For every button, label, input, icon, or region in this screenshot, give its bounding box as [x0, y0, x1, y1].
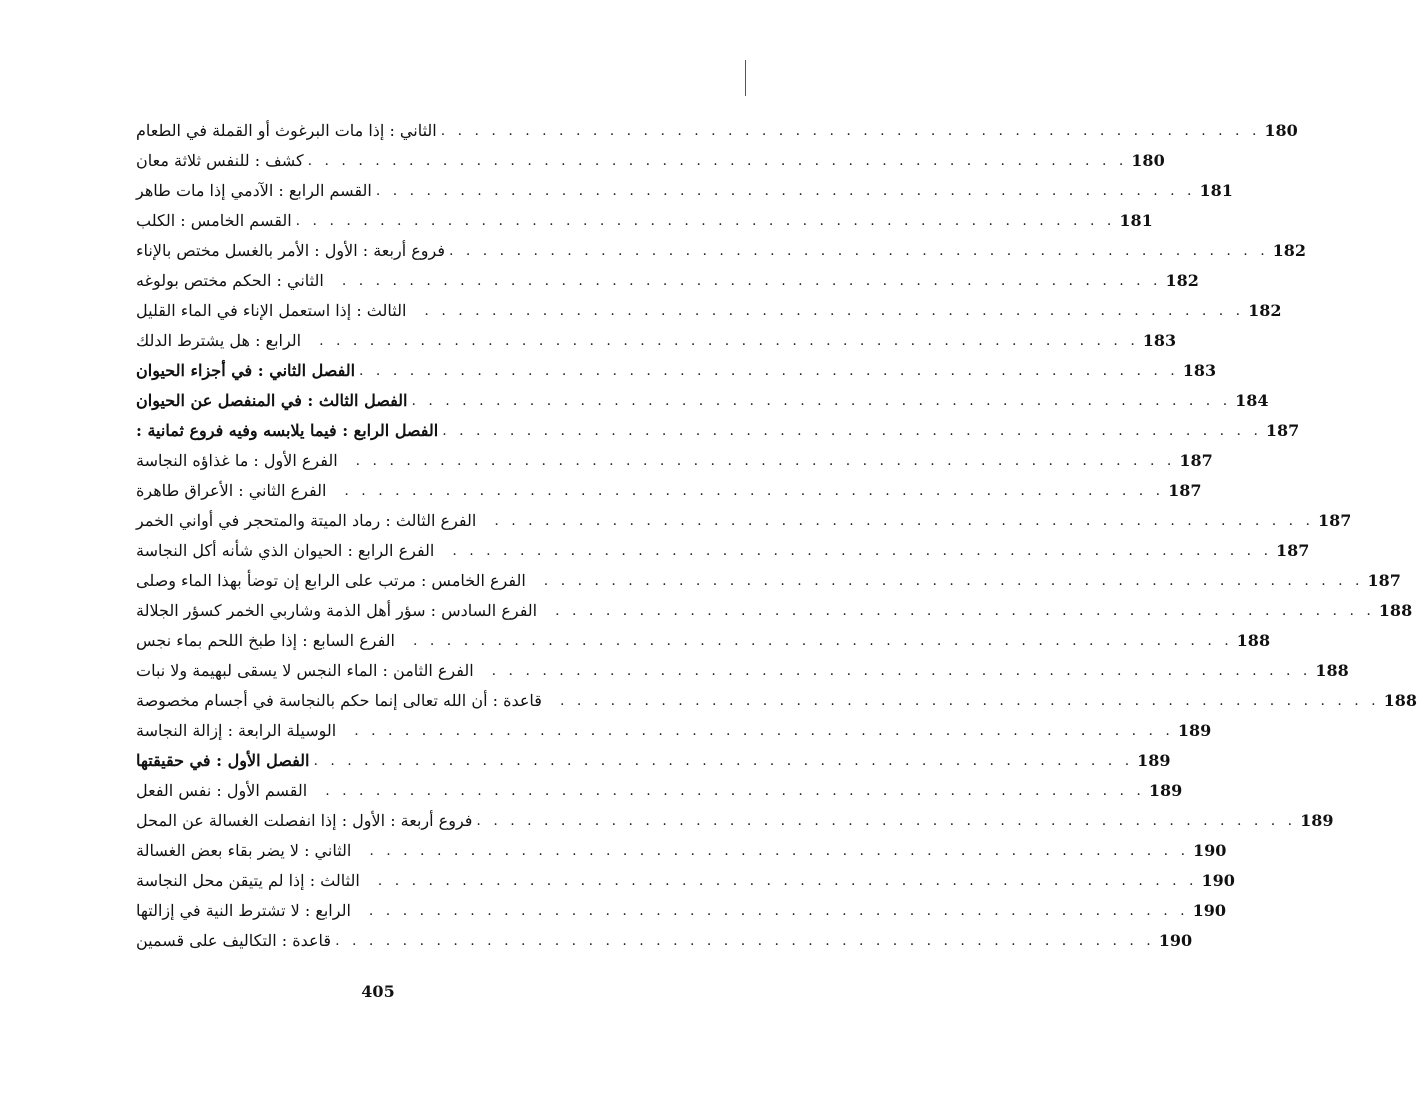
- toc-entry-page: 187: [1276, 541, 1310, 560]
- dot-leader: . . . . . . . . . . . . . . . . . . . . . . . . . . . . . . . . . . . . . . . . . . . . . . . . .: [543, 573, 1364, 589]
- dot-leader: . . . . . . . . . . . . . . . . . . . . . . . . . . . . . . . . . . . . . . . . . . . . . . . . .: [491, 663, 1312, 679]
- toc-entry: [130, 746, 1171, 776]
- toc-entry-page: 190: [1158, 931, 1193, 950]
- toc-entry: [130, 896, 1226, 926]
- toc-entry: [130, 206, 1153, 236]
- toc-entry: [130, 806, 1334, 836]
- toc-entry-title: الفرع السادس : سؤر أهل الذمة وشاربي الخمر كسؤر الجلالة: [136, 601, 538, 620]
- toc-entry-page: 190: [1192, 901, 1226, 920]
- dot-leader: . . . . . . . . . . . . . . . . . . . . . . . . . . . . . . . . . . . . . . . . . . . . . . . . .: [555, 603, 1375, 619]
- toc-entry: [130, 476, 1202, 506]
- toc-entry-title: الفصل الأول : في حقيقتها: [136, 751, 310, 770]
- toc-entry-page: 183: [1142, 331, 1177, 350]
- toc-entry-title: الفرع الثامن : الماء النجس لا يسقى لبهيمة ولا نبات: [136, 661, 474, 680]
- dot-leader: . . . . . . . . . . . . . . . . . . . . . . . . . . . . . . . . . . . . . . . . . . . . . . . . .: [440, 123, 1261, 139]
- toc-entry: [130, 506, 1352, 536]
- dot-leader: . . . . . . . . . . . . . . . . . . . . . . . . . . . . . . . . . . . . . . . . . . . . . . . . .: [411, 393, 1232, 409]
- toc-entry-title: الثاني : إذا مات البرغوث أو القملة في الطعام: [136, 121, 437, 140]
- dot-leader: . . . . . . . . . . . . . . . . . . . . . . . . . . . . . . . . . . . . . . . . . . . . . . . . .: [442, 423, 1262, 439]
- dot-leader: . . . . . . . . . . . . . . . . . . . . . . . . . . . . . . . . . . . . . . . . . . . . . . . . .: [377, 873, 1198, 889]
- toc-entry-page: 188: [1383, 691, 1417, 710]
- dot-leader: . . . . . . . . . . . . . . . . . . . . . . . . . . . . . . . . . . . . . . . . . . . . . . . . .: [476, 813, 1297, 829]
- toc-entry-page: 188: [1378, 601, 1413, 620]
- toc-entry: [130, 656, 1349, 686]
- dot-leader: . . . . . . . . . . . . . . . . . . . . . . . . . . . . . . . . . . . . . . . . . . . . . . . . .: [355, 453, 1176, 469]
- toc-entry-page: 182: [1165, 271, 1199, 290]
- page-edge-mark: [745, 60, 746, 96]
- toc-entry: [130, 716, 1212, 746]
- toc-entry-title: الفصل الثالث : في المنفصل عن الحيوان: [136, 391, 408, 410]
- toc-entry-title: كشف : للنفس ثلاثة معان: [136, 151, 304, 170]
- toc-entry: [130, 836, 1227, 866]
- toc-entry: [130, 146, 1165, 176]
- toc-entry-page: 182: [1272, 241, 1307, 260]
- toc-entry: [130, 236, 1307, 266]
- toc-entry-page: 190: [1201, 871, 1235, 890]
- toc-entry-page: 181: [1199, 181, 1233, 200]
- dot-leader: . . . . . . . . . . . . . . . . . . . . . . . . . . . . . . . . . . . . . . . . . . . . . . . . .: [325, 783, 1145, 799]
- toc-entry-title: القسم الرابع : الآدمي إذا مات طاهر: [136, 181, 372, 200]
- toc-entry-title: الرابع : لا تشترط النية في إزالتها: [136, 901, 351, 920]
- toc-entry: [130, 776, 1183, 806]
- toc-entry-title: الفرع الأول : ما غذاؤه النجاسة: [136, 451, 338, 470]
- toc-entry: [130, 326, 1177, 356]
- toc-entry-title: القسم الخامس : الكلب: [136, 211, 292, 230]
- dot-leader: . . . . . . . . . . . . . . . . . . . . . . . . . . . . . . . . . . . . . . . . . . . . . . . . .: [319, 333, 1139, 349]
- toc-entry: [130, 686, 1417, 716]
- toc-entry-title: الثاني : الحكم مختص بولوغه: [136, 271, 324, 290]
- toc-entry: [130, 176, 1233, 206]
- toc-entry-title: فروع أربعة : الأول : الأمر بالغسل مختص بالإناء: [136, 241, 445, 260]
- dot-leader: . . . . . . . . . . . . . . . . . . . . . . . . . . . . . . . . . . . . . . . . . . . . . . . . .: [313, 753, 1134, 769]
- page-number: 405: [361, 982, 395, 1001]
- toc-entry-title: فروع أربعة : الأول : إذا انفصلت الغسالة عن المحل: [136, 811, 473, 830]
- toc-entry-page: 187: [1367, 571, 1401, 590]
- toc-entry: [130, 626, 1271, 656]
- toc-entry-page: 180: [1264, 121, 1298, 140]
- toc-entry-title: الرابع : هل يشترط الدلك: [136, 331, 302, 350]
- toc-entry-page: 189: [1177, 721, 1212, 740]
- toc-entry-page: 180: [1131, 151, 1165, 170]
- toc-entry-title: الفرع السابع : إذا طبخ اللحم بماء نجس: [136, 631, 395, 650]
- toc-entry-page: 190: [1193, 841, 1227, 860]
- toc-entry-title: القسم الأول : نفس الفعل: [136, 781, 308, 800]
- toc-entry: [130, 266, 1199, 296]
- dot-leader: . . . . . . . . . . . . . . . . . . . . . . . . . . . . . . . . . . . . . . . . . . . . . . . . .: [354, 723, 1174, 739]
- toc-entry-page: 188: [1236, 631, 1271, 650]
- dot-leader: . . . . . . . . . . . . . . . . . . . . . . . . . . . . . . . . . . . . . . . . . . . . . . . . .: [307, 153, 1128, 169]
- toc-entry: [130, 926, 1193, 956]
- toc-entry-page: 189: [1137, 751, 1171, 770]
- table-of-contents: [130, 116, 1417, 956]
- toc-entry-page: 187: [1265, 421, 1300, 440]
- toc-entry-title: الثالث : إذا استعمل الإناء في الماء القليل: [136, 301, 407, 320]
- toc-entry-title: قاعدة : أن الله تعالى إنما حكم بالنجاسة في أجسام مخصوصة: [136, 691, 542, 710]
- toc-entry: [130, 566, 1401, 596]
- toc-entry-page: 187: [1179, 451, 1213, 470]
- toc-entry-title: الوسيلة الرابعة : إزالة النجاسة: [136, 721, 337, 740]
- toc-entry: [130, 596, 1413, 626]
- dot-leader: . . . . . . . . . . . . . . . . . . . . . . . . . . . . . . . . . . . . . . . . . . . . . . . . .: [368, 903, 1189, 919]
- toc-entry-page: 181: [1119, 211, 1153, 230]
- toc-entry-page: 187: [1317, 511, 1352, 530]
- toc-entry-page: 182: [1248, 301, 1282, 320]
- toc-entry-title: قاعدة : التكاليف على قسمين: [136, 931, 332, 950]
- toc-entry-title: الفرع الثاني : الأعراق طاهرة: [136, 481, 327, 500]
- dot-leader: . . . . . . . . . . . . . . . . . . . . . . . . . . . . . . . . . . . . . . . . . . . . . . . . .: [559, 693, 1380, 709]
- dot-leader: . . . . . . . . . . . . . . . . . . . . . . . . . . . . . . . . . . . . . . . . . . . . . . . . .: [452, 543, 1273, 559]
- dot-leader: . . . . . . . . . . . . . . . . . . . . . . . . . . . . . . . . . . . . . . . . . . . . . . . . .: [448, 243, 1269, 259]
- toc-entry: [130, 296, 1282, 326]
- dot-leader: . . . . . . . . . . . . . . . . . . . . . . . . . . . . . . . . . . . . . . . . . . . . . . . . .: [295, 213, 1116, 229]
- dot-leader: . . . . . . . . . . . . . . . . . . . . . . . . . . . . . . . . . . . . . . . . . . . . . . . . .: [369, 843, 1190, 859]
- dot-leader: . . . . . . . . . . . . . . . . . . . . . . . . . . . . . . . . . . . . . . . . . . . . . . . . .: [413, 633, 1233, 649]
- toc-entry: [130, 536, 1310, 566]
- toc-entry: [130, 446, 1213, 476]
- dot-leader: . . . . . . . . . . . . . . . . . . . . . . . . . . . . . . . . . . . . . . . . . . . . . . . . .: [424, 303, 1245, 319]
- toc-entry-page: 187: [1168, 481, 1202, 500]
- dot-leader: . . . . . . . . . . . . . . . . . . . . . . . . . . . . . . . . . . . . . . . . . . . . . . . . .: [375, 183, 1196, 199]
- toc-entry-page: 184: [1235, 391, 1269, 410]
- toc-entry-title: الفرع الثالث : رماد الميتة والمتحجر في أواني الخمر: [136, 511, 477, 530]
- dot-leader: . . . . . . . . . . . . . . . . . . . . . . . . . . . . . . . . . . . . . . . . . . . . . . . . .: [344, 483, 1165, 499]
- toc-entry-page: 188: [1315, 661, 1349, 680]
- toc-entry: [130, 386, 1269, 416]
- dot-leader: . . . . . . . . . . . . . . . . . . . . . . . . . . . . . . . . . . . . . . . . . . . . . . . . .: [341, 273, 1162, 289]
- toc-entry-title: الفصل الثاني : في أجزاء الحيوان: [136, 361, 356, 380]
- toc-entry-title: الثاني : لا يضر بقاء بعض الغسالة: [136, 841, 352, 860]
- toc-entry-title: الفرع الرابع : الحيوان الذي شأنه أكل النجاسة: [136, 541, 435, 560]
- toc-entry: [130, 356, 1217, 386]
- dot-leader: . . . . . . . . . . . . . . . . . . . . . . . . . . . . . . . . . . . . . . . . . . . . . . . . .: [335, 933, 1155, 949]
- toc-entry: [130, 416, 1300, 446]
- toc-entry-title: الفرع الخامس : مرتب على الرابع إن توضأ بهذا الماء وصلى: [136, 571, 526, 590]
- dot-leader: . . . . . . . . . . . . . . . . . . . . . . . . . . . . . . . . . . . . . . . . . . . . . . . . .: [359, 363, 1179, 379]
- dot-leader: . . . . . . . . . . . . . . . . . . . . . . . . . . . . . . . . . . . . . . . . . . . . . . . . .: [494, 513, 1314, 529]
- toc-entry-title: الفصل الرابع : فيما يلابسه وفيه فروع ثمانية :: [136, 421, 439, 440]
- toc-entry-title: الثالث : إذا لم يتيقن محل النجاسة: [136, 871, 360, 890]
- toc-entry: [130, 116, 1298, 146]
- toc-entry-page: 189: [1148, 781, 1183, 800]
- toc-entry: [130, 866, 1235, 896]
- toc-entry-page: 189: [1300, 811, 1334, 830]
- toc-entry-page: 183: [1182, 361, 1217, 380]
